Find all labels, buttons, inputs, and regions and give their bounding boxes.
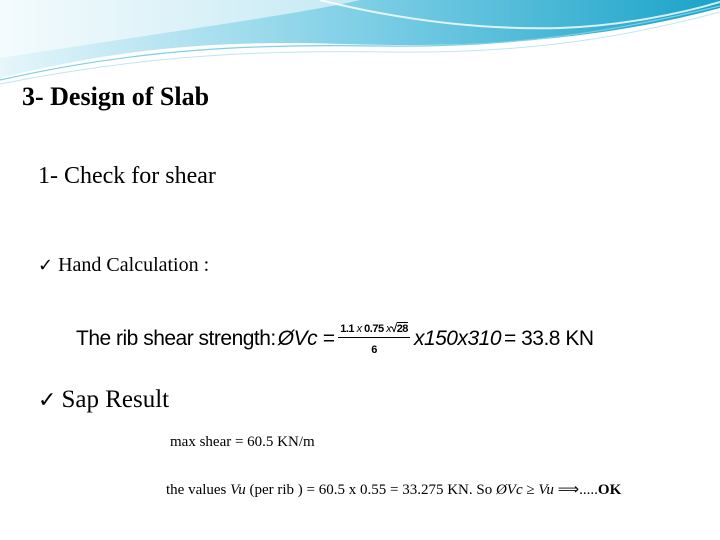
formula-rest: x150x310 [413,327,502,350]
ok-label: OK [597,482,622,498]
bullet-hand-calculation [38,254,209,277]
formula-result: = 33.8 KN [504,327,594,350]
formula-fraction [338,323,410,356]
bullet-sap-result [38,386,169,414]
checkmark-icon: ✓ [38,255,54,276]
bullet-label: Hand Calculation : [58,254,210,276]
formula-lhs: ØVc = [277,327,335,350]
bullet-label: Sap Result [61,386,170,413]
max-shear-text: max shear = 60.5 KN/m [170,434,315,450]
checkmark-icon: ✓ [38,388,57,413]
shear-check-line: the values Vu (per rib ) = 60.5 x 0.55 = 33.275 KN. So ØVc ≥ Vu ⟹.....OK [166,482,622,498]
header-wave-decoration [0,0,720,90]
fraction-denominator: 6 [371,343,377,356]
fraction-numerator: 1.1 x 0.75 x√28 [338,323,410,338]
subheading: 1- Check for shear [38,163,216,189]
slide-title: 3- Design of Slab [22,82,210,111]
formula-label: The rib shear strength: [76,327,276,350]
shear-strength-formula [76,314,594,364]
